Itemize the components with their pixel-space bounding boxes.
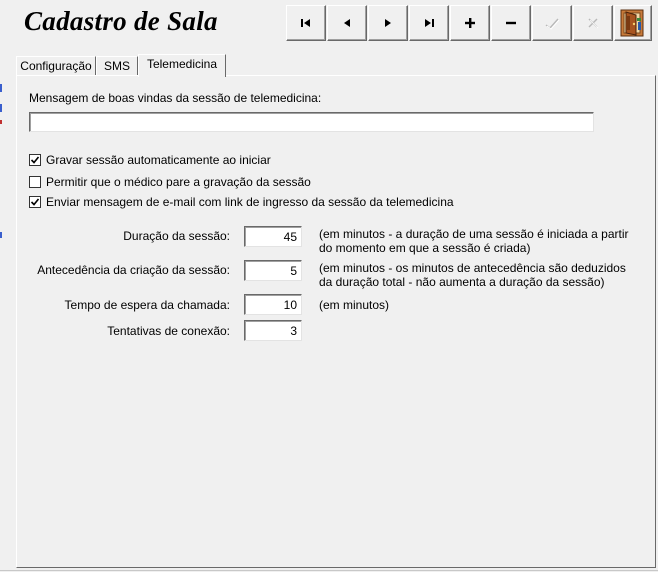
exit-door-icon — [618, 8, 648, 38]
next-record-icon — [381, 17, 395, 29]
last-record-icon — [422, 17, 436, 29]
checkmark-icon — [30, 155, 40, 165]
note-line: do momento em que a sessão é criada) — [319, 241, 531, 255]
confirm-icon — [544, 16, 560, 30]
edge-mark — [0, 104, 2, 112]
send-email-checkbox[interactable] — [29, 195, 454, 209]
checkbox-label: Enviar mensagem de e-mail com link de ingresso da sessão da telemedicina — [46, 195, 454, 209]
cancel-button[interactable] — [573, 5, 613, 41]
checkbox-box[interactable] — [29, 154, 41, 166]
advance-creation-note — [319, 261, 626, 289]
note-line: (em minutos) — [319, 298, 390, 312]
previous-record-icon — [340, 17, 354, 29]
cancel-icon — [586, 16, 600, 30]
note-line: (em minutos - os minutos de antecedência são deduzidos — [319, 261, 626, 275]
exit-button[interactable] — [614, 5, 652, 41]
bottom-divider — [0, 570, 658, 571]
page-title: Cadastro de Sala — [24, 6, 218, 36]
telemedicina-panel — [16, 75, 656, 568]
checkbox-box[interactable] — [29, 196, 41, 208]
add-button[interactable] — [450, 5, 490, 41]
advance-creation-label: Antecedência da criação da sessão: — [37, 263, 230, 277]
note-line: (em minutos - a duração de uma sessão é iniciada a partir — [319, 227, 629, 241]
previous-record-button[interactable] — [327, 5, 367, 41]
remove-button[interactable] — [491, 5, 531, 41]
connection-attempts-label: Tentativas de conexão: — [107, 324, 230, 338]
call-wait-time-note — [319, 298, 389, 312]
checkbox-box[interactable] — [29, 176, 41, 188]
checkmark-icon — [30, 197, 40, 207]
auto-record-checkbox[interactable] — [29, 153, 271, 167]
checkbox-label: Gravar sessão automaticamente ao iniciar — [46, 153, 271, 167]
next-record-button[interactable] — [368, 5, 408, 41]
confirm-button[interactable] — [532, 5, 572, 41]
tab-configuracao[interactable]: Configuração — [16, 56, 96, 76]
session-duration-note — [319, 227, 629, 255]
checkbox-label: Permitir que o médico pare a gravação da sessão — [46, 175, 311, 189]
first-record-icon — [299, 17, 313, 29]
welcome-message-label: Mensagem de boas vindas da sessão de telemedicina: — [29, 91, 322, 105]
add-icon — [463, 16, 477, 30]
session-duration-input[interactable] — [244, 226, 302, 247]
first-record-button[interactable] — [286, 5, 326, 41]
welcome-message-input[interactable] — [29, 112, 594, 132]
edge-mark — [0, 120, 2, 124]
session-duration-label: Duração da sessão: — [123, 229, 230, 243]
call-wait-time-label: Tempo de espera da chamada: — [64, 298, 230, 312]
remove-icon — [504, 16, 518, 30]
tab-telemedicina[interactable]: Telemedicina — [138, 54, 226, 77]
last-record-button[interactable] — [409, 5, 449, 41]
advance-creation-input[interactable] — [244, 260, 302, 281]
note-line: da duração total - não aumenta a duração da sessão) — [319, 275, 605, 289]
record-toolbar — [286, 5, 653, 43]
edge-mark — [0, 232, 2, 238]
tab-sms[interactable]: SMS — [96, 56, 138, 76]
edge-mark — [0, 84, 2, 92]
call-wait-time-input[interactable] — [244, 294, 302, 315]
doctor-stop-recording-checkbox[interactable] — [29, 175, 311, 189]
connection-attempts-input[interactable] — [244, 320, 302, 341]
